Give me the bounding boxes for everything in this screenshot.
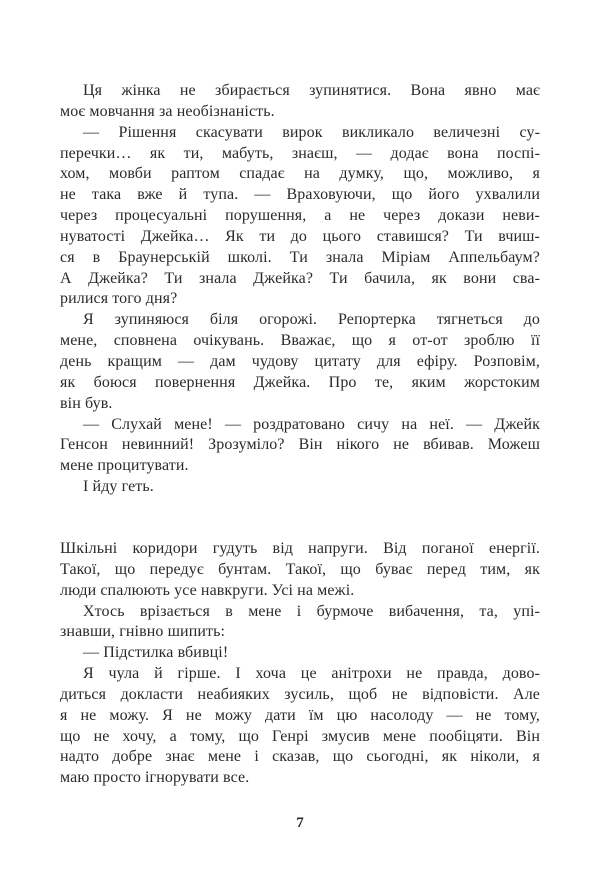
- text-line: — Слухай мене! — роздратовано сичу на неї. — Джейк: [83, 415, 540, 433]
- text-section-2: [60, 539, 540, 789]
- text-line: рилися того дня?: [60, 290, 178, 308]
- text-line: — Рішення скасувати вирок викликало величезні су-: [83, 123, 540, 141]
- text-line: Я чула й гірше. І хоча це анітрохи не правда, дово-: [83, 665, 540, 683]
- paragraph: [60, 477, 540, 498]
- paragraph: [60, 664, 540, 789]
- text-line: що не хочу, а тому, що Генрі змусив мене пообіцяти. Він: [60, 727, 540, 745]
- text-line: нуватості Джейка… Як ти до цього ставишся? Ти вчиш-: [60, 227, 540, 245]
- text-line: Генсон невинний! Зрозуміло? Він нікого не вбивав. Можеш: [60, 436, 540, 454]
- paragraph: [60, 415, 540, 478]
- text-line: ся в Браунерській школі. Ти знала Міріам Аппельбаум?: [60, 248, 540, 266]
- text-line: як боюся повернення Джейка. Про те, яким жорстоким: [60, 373, 540, 391]
- text-line: Шкільні коридори гудуть від напруги. Від поганої енергії.: [60, 540, 540, 557]
- text-line: хом, мовби раптом спадає на думку, що, можливо, я: [60, 165, 540, 183]
- paragraph: [60, 602, 540, 644]
- text-line: надто добре знає мене і сказав, що сьогодні, як ніколи, я: [60, 748, 540, 766]
- text-line: перечки… як ти, мабуть, знаєш, — додає вона поспі-: [60, 144, 540, 162]
- text-line: — Підстилка вбивці!: [83, 644, 229, 662]
- text-line: І йду геть.: [83, 478, 154, 496]
- text-line: через процесуальні порушення, а не через докази неви-: [60, 207, 540, 225]
- text-line: маю просто ігнорувати все.: [60, 769, 250, 787]
- paragraph: [60, 539, 540, 602]
- text-line: Ця жінка не збирається зупинятися. Вона явно має: [83, 82, 540, 99]
- text-line: люди спалюють усе навкруги. Усі на межі.: [60, 581, 355, 599]
- paragraph: [60, 310, 540, 414]
- text-line: А Джейка? Ти знала Джейка? Ти бачила, як вони сва-: [60, 269, 540, 287]
- text-line: мене, сповнена очікувань. Вважає, що я от-от зроблю її: [60, 332, 540, 350]
- paragraph: [60, 81, 540, 123]
- paragraph: [60, 123, 540, 311]
- text-line: мене процитувати.: [60, 457, 189, 475]
- text-section-1: [60, 81, 540, 498]
- text-line: день кращим — дам чудову цитату для ефіру. Розповім,: [60, 352, 540, 370]
- page-number: 7: [296, 815, 304, 831]
- text-line: Я зупиняюся біля огорожі. Репортерка тягнеться до: [83, 311, 540, 329]
- text-line: диться докласти неабияких зусиль, щоб не відповісти. Але: [60, 685, 540, 703]
- text-line: моє мовчання за необізнаність.: [60, 102, 275, 120]
- text-line: я не можу. Я не можу дати їм цю насолоду — не тому,: [60, 706, 540, 724]
- text-line: Хтось врізається в мене і бурмоче вибачення, та, упі-: [83, 602, 540, 620]
- paragraph: [60, 643, 540, 664]
- text-line: він був.: [60, 394, 113, 412]
- text-line: знавши, гнівно шипить:: [60, 623, 226, 641]
- text-line: Такої, що передує бунтам. Такої, що буває перед тим, як: [60, 560, 540, 578]
- text-line: не така вже й тупа. — Враховуючи, що його ухвалили: [60, 186, 540, 204]
